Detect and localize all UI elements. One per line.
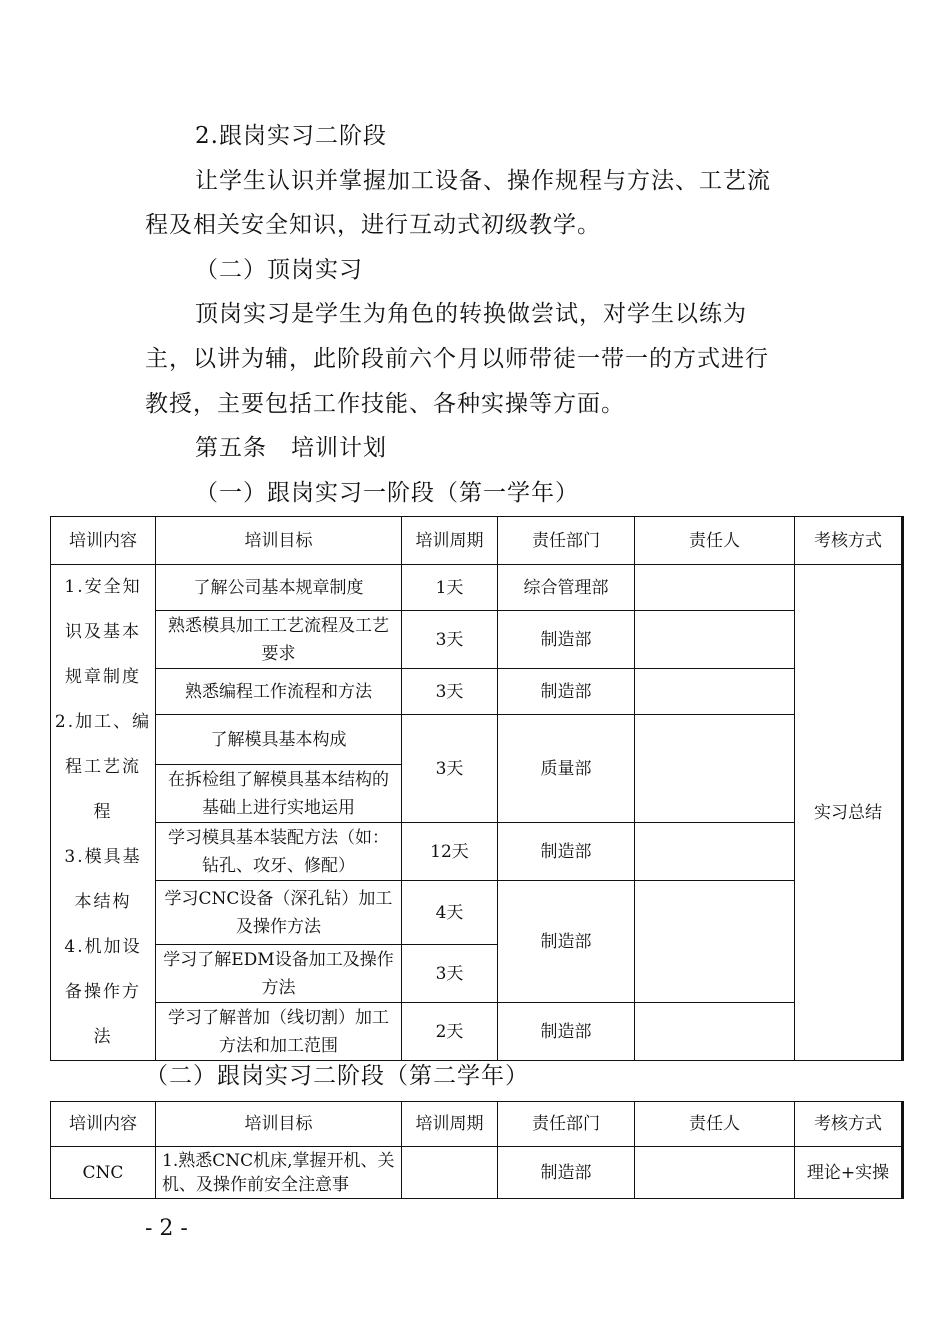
goal-cell: 学习了解EDM设备加工及操作方法 (156, 945, 402, 1003)
paragraph-line: 2.跟岗实习二阶段 (195, 123, 387, 149)
person-cell (635, 611, 795, 669)
period-cell: 3天 (402, 945, 498, 1003)
section-heading: （二）顶岗实习 (195, 257, 363, 283)
goal-cell: 1.熟悉CNC机床,掌握开机、关机、及操作前安全注意事 (156, 1147, 402, 1199)
header-cell: 培训周期 (402, 1102, 498, 1147)
paragraph-line: 程及相关安全知识，进行互动式初级教学。 (145, 212, 601, 238)
goal-cell: 学习了解普加（线切割）加工方法和加工范围 (156, 1003, 402, 1061)
person-cell (635, 823, 795, 881)
content-line: 法 (93, 1027, 113, 1047)
dept-cell: 制造部 (498, 823, 635, 881)
person-cell (635, 1003, 795, 1061)
dept-cell: 制造部 (498, 1147, 635, 1199)
dept-cell: 制造部 (498, 611, 635, 669)
period-cell: 1天 (402, 565, 498, 611)
header-cell: 考核方式 (795, 517, 903, 565)
header-cell: 责任部门 (498, 1102, 635, 1147)
header-cell: 培训目标 (156, 1102, 402, 1147)
training-plan-table-2 (50, 1101, 904, 1199)
content-line: 规章制度 (65, 667, 141, 687)
content-cell: CNC (51, 1147, 156, 1199)
header-cell: 培训内容 (51, 517, 156, 565)
goal-cell: 学习模具基本装配方法（如：钻孔、攻牙、修配） (156, 823, 402, 881)
goal-cell: 熟悉模具加工工艺流程及工艺要求 (156, 611, 402, 669)
period-cell: 12天 (402, 823, 498, 881)
goal-cell: 熟悉编程工作流程和方法 (156, 669, 402, 715)
header-cell: 培训内容 (51, 1102, 156, 1147)
person-cell (635, 1147, 795, 1199)
paragraph-line: 顶岗实习是学生为角色的转换做尝试，对学生以练为 (195, 301, 747, 327)
paragraph-line: 教授，主要包括工作技能、各种实操等方面。 (145, 391, 625, 417)
training-plan-table-1 (50, 516, 904, 1061)
header-cell: 责任人 (635, 1102, 795, 1147)
content-line: 程工艺流 (65, 757, 141, 777)
content-line: 1.安全知 (64, 577, 142, 597)
content-line: 4.机加设 (64, 937, 142, 957)
paragraph-line: 让学生认识并掌握加工设备、操作规程与方法、工艺流 (195, 168, 771, 194)
article-heading: 第五条 培训计划 (195, 435, 387, 461)
goal-cell: 了解模具基本构成 (156, 715, 402, 765)
goal-cell: 学习CNC设备（深孔钻）加工及操作方法 (156, 881, 402, 945)
content-line: 2.加工、编 (54, 712, 152, 732)
dept-cell: 综合管理部 (498, 565, 635, 611)
period-cell: 3天 (402, 611, 498, 669)
header-cell: 责任人 (635, 517, 795, 565)
period-cell: 2天 (402, 1003, 498, 1061)
goal-cell: 了解公司基本规章制度 (156, 565, 402, 611)
content-line: 本结构 (74, 892, 132, 912)
table2-title: （二）跟岗实习二阶段（第二学年） (145, 1063, 529, 1089)
person-cell (635, 715, 795, 823)
content-line: 备操作方 (65, 982, 141, 1002)
person-cell (635, 881, 795, 1003)
person-cell (635, 669, 795, 715)
header-cell: 培训目标 (156, 517, 402, 565)
dept-cell: 制造部 (498, 669, 635, 715)
content-line: 3.模具基 (64, 847, 142, 867)
assessment-cell: 理论+实操 (795, 1147, 903, 1199)
paragraph-line: 主，以讲为辅，此阶段前六个月以师带徒一带一的方式进行 (145, 346, 769, 372)
person-cell (635, 565, 795, 611)
header-cell: 考核方式 (795, 1102, 903, 1147)
dept-cell: 制造部 (498, 881, 635, 1003)
dept-cell: 制造部 (498, 1003, 635, 1061)
table1-title: （一）跟岗实习一阶段（第一学年） (195, 480, 579, 506)
page-number: - 2 - (145, 1216, 188, 1241)
content-line: 程 (93, 802, 113, 822)
assessment-cell: 实习总结 (795, 565, 903, 1061)
dept-cell: 质量部 (498, 715, 635, 823)
content-cell (51, 565, 156, 1061)
period-cell: 4天 (402, 881, 498, 945)
header-cell: 培训周期 (402, 517, 498, 565)
period-cell: 3天 (402, 715, 498, 823)
header-cell: 责任部门 (498, 517, 635, 565)
content-line: 识及基本 (65, 622, 141, 642)
goal-cell: 在拆检组了解模具基本结构的基础上进行实地运用 (156, 765, 402, 823)
period-cell (402, 1147, 498, 1199)
period-cell: 3天 (402, 669, 498, 715)
